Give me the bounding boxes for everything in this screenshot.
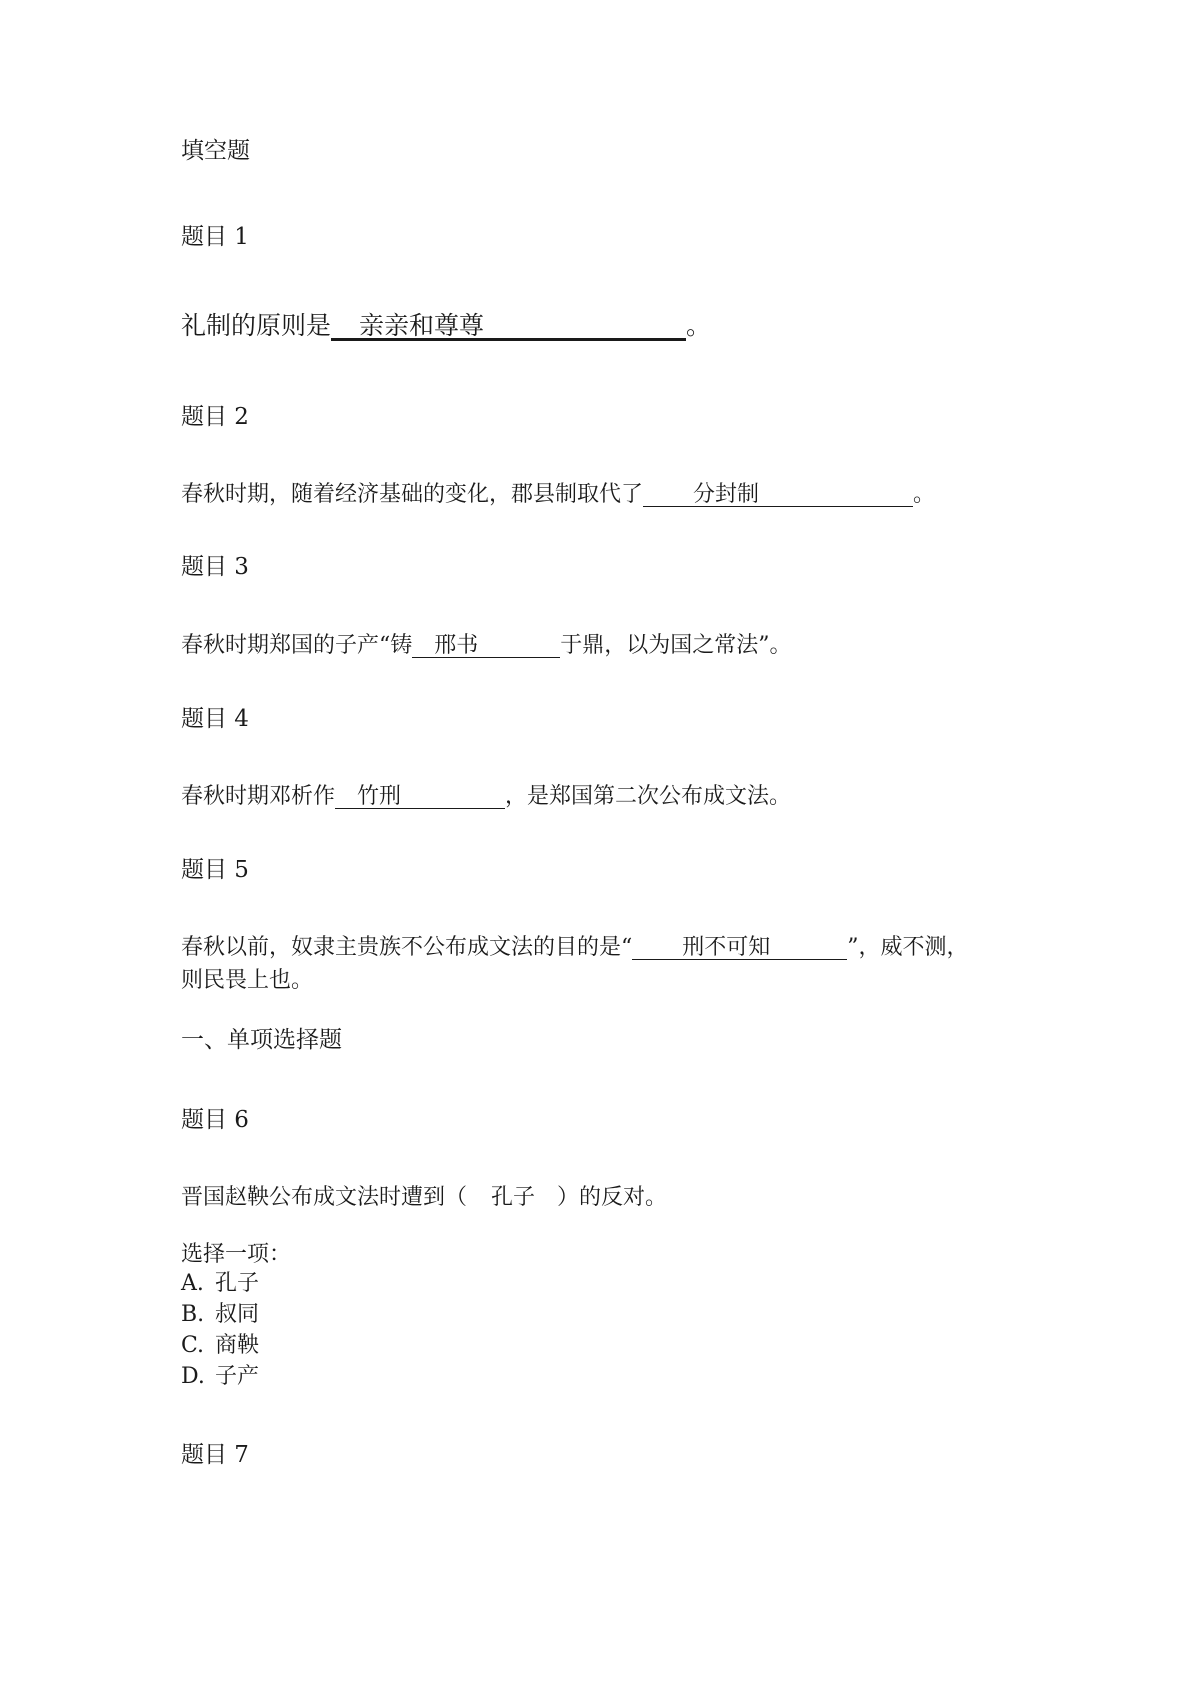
option-d[interactable] [181,1361,259,1392]
question-1-label: 题目 1 [181,224,249,250]
question-2-blank [643,484,913,507]
question-2-text [181,477,935,508]
question-3-after: 于鼎，以为国之常法”。 [560,633,792,658]
question-5-answer: 刑不可知 [682,935,771,960]
question-6-label: 题目 6 [181,1107,249,1133]
question-2-label: 题目 2 [181,404,249,430]
question-6-prompt: 选择一项： [181,1242,292,1267]
question-2-after: 。 [913,482,936,507]
question-5-after: ”，威不测， [847,935,969,960]
option-d-letter: D. [181,1364,205,1389]
question-1-blank [331,313,686,341]
option-c-text: 商鞅 [215,1333,260,1358]
question-7-label: 题目 7 [181,1442,249,1468]
question-6-after: ）的反对。 [557,1185,668,1210]
option-b-text: 叔同 [215,1302,260,1327]
question-4-before: 春秋时期邓析作 [181,784,336,809]
section-title-single-choice: 一、单项选择题 [181,1027,342,1053]
question-3-before: 春秋时期郑国的子产“铸 [181,633,413,658]
question-6-text [181,1180,667,1211]
question-6-before: 晋国赵鞅公布成文法时遭到（ [181,1185,468,1210]
section-title-fill-in: 填空题 [181,138,250,164]
question-4-text [181,779,791,810]
option-c-letter: C. [181,1333,205,1358]
question-6-options [181,1268,259,1392]
question-3-text [181,628,792,659]
option-b-letter: B. [181,1302,205,1327]
question-3-blank [412,635,560,658]
option-c[interactable] [181,1330,259,1361]
option-a-letter: A. [181,1271,204,1296]
option-b[interactable] [181,1299,259,1330]
question-4-after: ，是郑国第二次公布成文法。 [505,784,792,809]
option-d-text: 子产 [215,1364,260,1389]
question-1-text [181,306,711,342]
question-4-answer: 竹刑 [357,784,402,809]
question-5-blank [632,937,847,960]
question-6-answer: 孔子 [491,1185,536,1210]
option-a[interactable] [181,1268,259,1299]
option-a-text: 孔子 [215,1271,260,1296]
question-5-text-line2: 则民畏上也。 [181,968,314,993]
question-1-answer: 亲亲和尊尊 [359,311,485,340]
question-1-after: 。 [686,311,712,340]
question-3-answer: 邢书 [434,633,479,658]
question-5-text [181,930,969,961]
question-2-answer: 分封制 [693,482,760,507]
question-2-before: 春秋时期，随着经济基础的变化，郡县制取代了 [181,482,644,507]
question-4-blank [335,786,505,809]
question-5-label: 题目 5 [181,857,249,883]
question-4-label: 题目 4 [181,706,249,732]
question-1-before: 礼制的原则是 [181,311,332,340]
question-3-label: 题目 3 [181,554,249,580]
question-5-before: 春秋以前，奴隶主贵族不公布成文法的目的是“ [181,935,633,960]
